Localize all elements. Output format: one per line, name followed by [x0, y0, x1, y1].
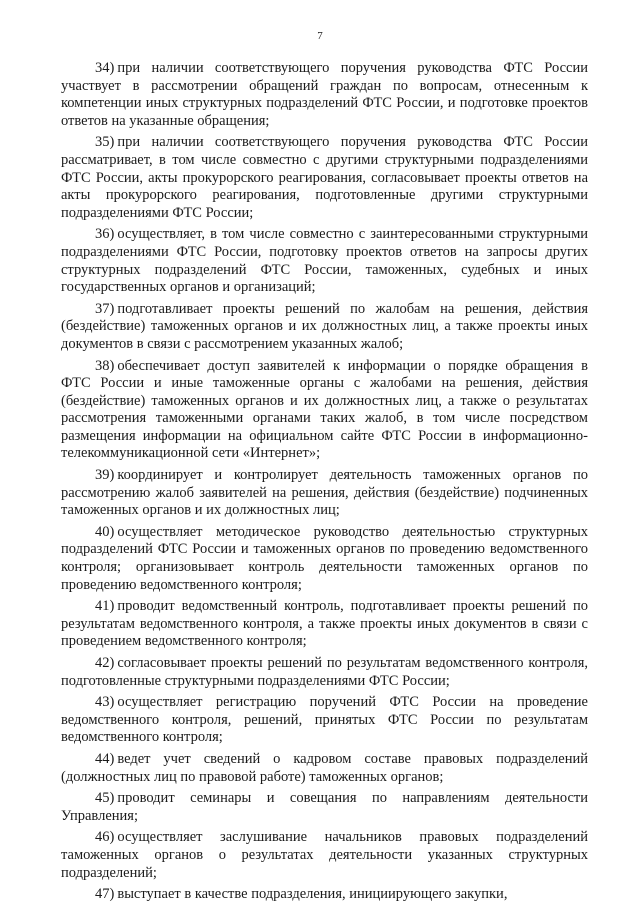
list-item: [61, 134, 588, 222]
list-item: [61, 694, 588, 747]
item-number: 37): [95, 300, 115, 317]
item-text: осуществляет, в том числе совместно с заинтересованными структурными подразделениями ФТС России, подготовку проектов ответов на запросы других структурных подразделений ФТС России, таможенных, судебных и иных государственных органов и организаций;: [61, 226, 588, 296]
list-item: [61, 655, 588, 690]
item-text: ведет учет сведений о кадровом составе правовых подразделений (должностных лиц по правовой работе) таможенных органов;: [61, 750, 588, 785]
list-item: [61, 524, 588, 594]
item-text: выступает в качестве подразделения, инициирующего закупки,: [117, 886, 508, 903]
list-item: [61, 829, 588, 882]
item-text: проводит семинары и совещания по направлениям деятельности Управления;: [61, 790, 588, 824]
item-number: 43): [95, 694, 115, 711]
item-text: осуществляет регистрацию поручений ФТС России на проведение ведомственного контроля, решений, принятых ФТС России по результатам ведомственного контроля;: [61, 694, 588, 746]
item-number: 47): [95, 886, 115, 903]
item-number: 42): [95, 655, 115, 671]
list-item: [61, 751, 588, 786]
list-item: [61, 886, 588, 904]
list-item: [61, 358, 588, 464]
item-number: 36): [95, 226, 115, 243]
item-number: 40): [95, 523, 115, 540]
item-text: при наличии соответствующего поручения руководства ФТС России участвует в рассмотрении обращений граждан по вопросам, отнесенным к компетенции иных структурных подразделений ФТС России, и подготовке проектов ответов на указанные обращения;: [61, 60, 588, 129]
item-text: осуществляет заслушивание начальников правовых подразделений таможенных органов о результатах деятельности указанных структурных подразделений;: [61, 829, 588, 881]
item-text: проводит ведомственный контроль, подготавливает проекты решений по результатам ведомственного контроля, а также проекты иных документов в связи с проведением ведомственного контроля;: [61, 598, 588, 650]
list-item: [61, 226, 588, 296]
list-item: [61, 467, 588, 520]
item-number: 34): [95, 60, 115, 76]
item-number: 46): [95, 829, 115, 846]
list-item: [61, 60, 588, 130]
item-text: подготавливает проекты решений по жалобам на решения, действия (бездействие) таможенных органов и их должностных лиц, а также проекты иных документов в связи с рассмотрением указанных жалоб;: [61, 300, 588, 352]
document-body: [61, 60, 588, 908]
item-text: осуществляет методическое руководство деятельностью структурных подразделений ФТС России и таможенных органов по проведению ведомственного контроля; организовывает контроль деятельности таможенных органов по проведению ведомственного контроля;: [61, 523, 588, 593]
item-number: 38): [95, 357, 115, 374]
list-item: [61, 790, 588, 825]
item-number: 39): [95, 467, 115, 484]
item-text: согласовывает проекты решений по результатам ведомственного контроля, подготовленные структурными подразделениями ФТС России;: [61, 655, 588, 689]
page-number: 7: [317, 30, 323, 42]
list-item: [61, 598, 588, 651]
item-number: 45): [95, 790, 115, 807]
item-number: 35): [95, 134, 115, 151]
item-number: 44): [95, 750, 115, 767]
item-text: координирует и контролирует деятельность таможенных органов по рассмотрению жалоб заявителей на решения, действия (бездействие) подчиненных таможенных органов и их должностных лиц;: [61, 467, 588, 519]
item-text: при наличии соответствующего поручения руководства ФТС России рассматривает, в том числе совместно с другими структурными подразделениями ФТС России, акты прокурорского реагирования, согласовывает проекты ответов на акты прокурорского реагирования, подготовленные другими структурными подразделениями ФТС России;: [61, 134, 588, 221]
item-number: 41): [95, 598, 115, 615]
item-text: обеспечивает доступ заявителей к информации о порядке обращения в ФТС России и иные таможенные органы с жалобами на решения, действия (бездействие) таможенных органов и их должностных лиц, а также о результатах рассмотрения таможенными органами таких жалоб, в том числе посредством размещения информации на официальном сайте ФТС России в информационно-телекоммуникационной сети «Интернет»;: [61, 357, 588, 462]
list-item: [61, 301, 588, 354]
